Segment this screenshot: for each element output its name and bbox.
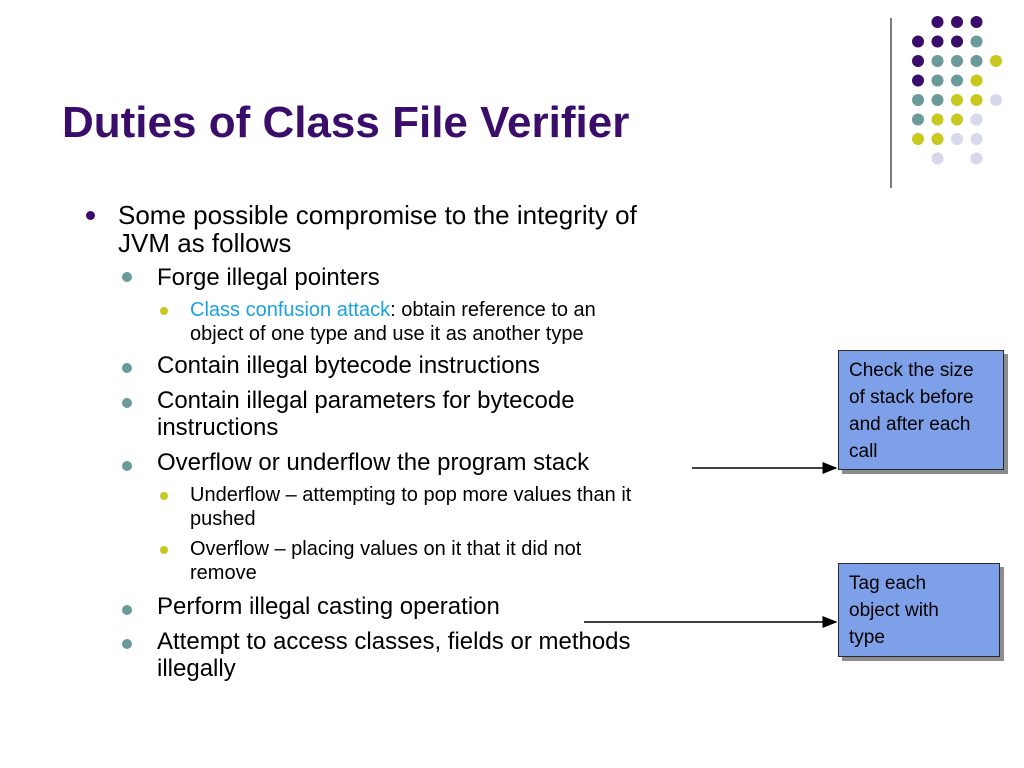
class-confusion-attack-term: Class confusion attack (190, 299, 391, 321)
bullet-text: Overflow – placing values on it that it did not (190, 538, 582, 560)
callout-type-tag (838, 563, 1000, 657)
callout-line: type (849, 627, 885, 648)
bullet-text: Forge illegal pointers (157, 264, 380, 291)
callout-line: of stack before (849, 387, 974, 408)
bullet-text: Perform illegal casting operation (157, 593, 500, 620)
callout-line: call (849, 441, 878, 462)
callout-stack-check (838, 350, 1004, 470)
bullet-text-cont: illegally (157, 655, 236, 682)
slide-title: Duties of Class File Verifier (62, 98, 630, 147)
bullet-text-cont: instructions (157, 414, 279, 441)
callout-line: Tag each (849, 573, 927, 594)
bullet-text-cont: JVM as follows (118, 228, 292, 258)
bullet-text: Overflow or underflow the program stack (157, 449, 590, 476)
bullet-text: Underflow – attempting to pop more values than it (190, 484, 632, 506)
callout-line: object with (849, 600, 939, 621)
bullet-text: Attempt to access classes, fields or methods (157, 628, 631, 655)
bullet-text-cont: pushed (190, 508, 256, 530)
callout-line: and after each (849, 414, 971, 435)
bullet-text: Contain illegal parameters for bytecode (157, 387, 575, 414)
bullet-text: Contain illegal bytecode instructions (157, 352, 540, 379)
bullet-text: Some possible compromise to the integrity of (118, 200, 637, 230)
bullet-text-rest: : obtain reference to an (390, 299, 596, 321)
bullet-text-cont: remove (190, 562, 257, 584)
bullet-text-cont: object of one type and use it as another type (190, 323, 584, 345)
callout-line: Check the size (849, 360, 974, 381)
